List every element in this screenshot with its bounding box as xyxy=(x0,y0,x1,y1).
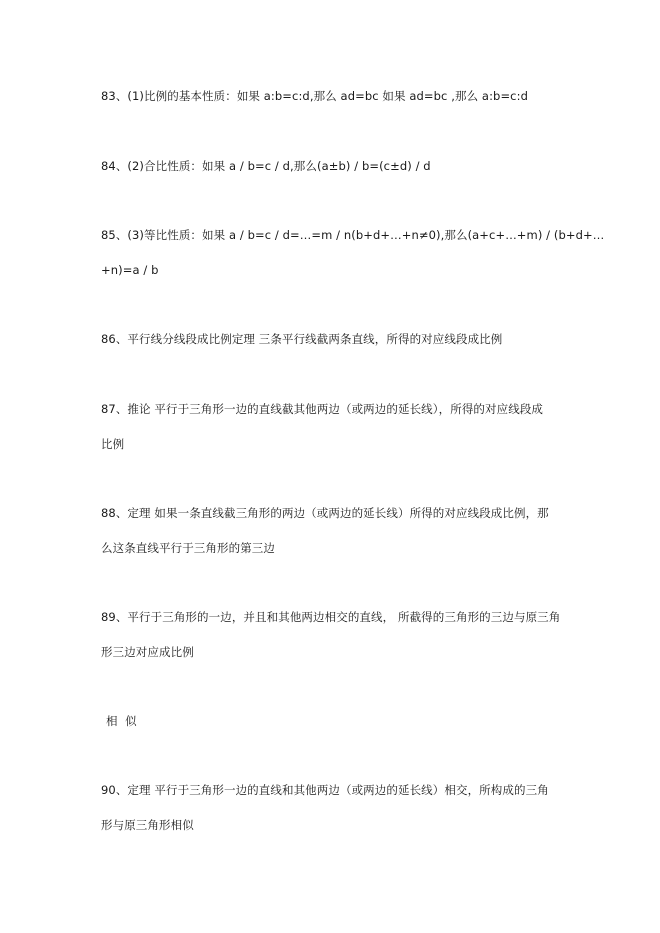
theorem-84-text: 84、(2)合比性质：如果 a / b=c / d,那么(a±b) / b=(c±d) / d xyxy=(101,159,431,173)
theorem-90-text-continued: 形与原三角形相似 xyxy=(101,818,194,832)
section-heading-similarity: 相 似 xyxy=(106,714,139,728)
theorem-88-text: 88、定理 如果一条直线截三角形的两边（或两边的延长线）所得的对应线段成比例，那 xyxy=(101,506,549,520)
theorem-85-text-continued: +n)=a / b xyxy=(101,263,159,277)
theorem-89-text: 89、平行于三角形的一边，并且和其他两边相交的直线， 所截得的三角形的三边与原三角 xyxy=(101,610,561,624)
theorem-85-text: 85、(3)等比性质：如果 a / b=c / d=…=m / n(b+d+…+n≠0),那么(a+c+…+m) / (b+d+… xyxy=(101,228,605,242)
theorem-87-text-continued: 比例 xyxy=(101,437,125,451)
theorem-83-text: 83、(1)比例的基本性质：如果 a:b=c:d,那么 ad=bc 如果 ad=bc ,那么 a:b=c:d xyxy=(101,89,528,103)
theorem-89-text-continued: 形三边对应成比例 xyxy=(101,645,194,659)
theorem-87-text: 87、推论 平行于三角形一边的直线截其他两边（或两边的延长线），所得的对应线段成 xyxy=(101,402,544,416)
theorem-86-text: 86、平行线分线段成比例定理 三条平行线截两条直线，所得的对应线段成比例 xyxy=(101,332,503,346)
theorem-90-text: 90、定理 平行于三角形一边的直线和其他两边（或两边的延长线）相交，所构成的三角 xyxy=(101,783,549,797)
theorem-88-text-continued: 么这条直线平行于三角形的第三边 xyxy=(101,541,275,555)
